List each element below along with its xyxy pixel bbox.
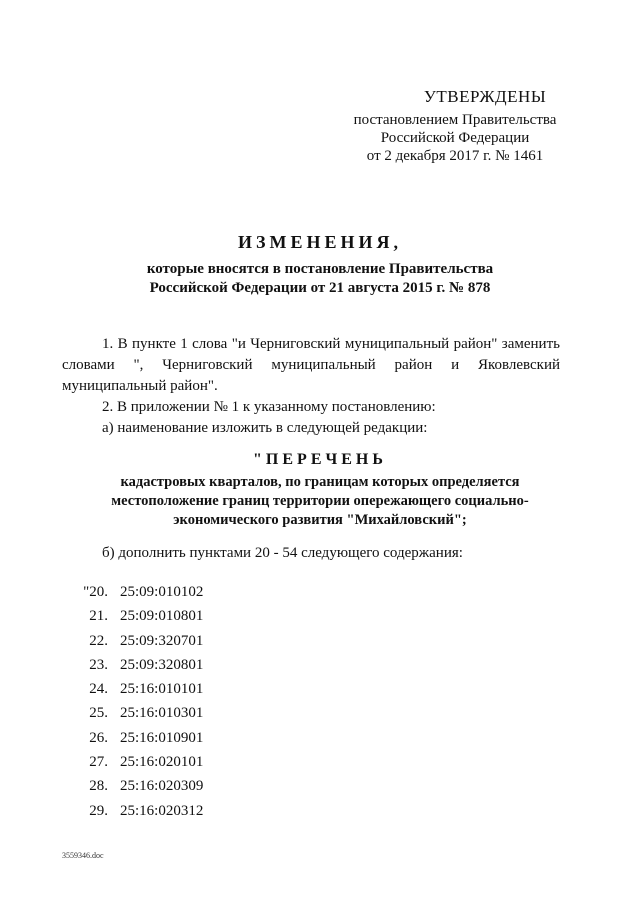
paragraph-1: 1. В пункте 1 слова "и Черниговский муниципальный район" заменить словами ", Черниговский муниципальный район и Яковлевский муниципальный район". [62, 336, 560, 394]
document-heading: ИЗМЕНЕНИЯ, [237, 232, 402, 252]
item-number: 25. [89, 705, 108, 722]
list-item [62, 631, 203, 655]
cadastral-code: 25:09:320701 [120, 632, 204, 649]
list-item [62, 752, 203, 776]
add-points-paragraph: б) дополнить пунктами 20 - 54 следующего содержания: [102, 545, 463, 561]
item-number: 23. [89, 656, 108, 673]
approval-title: УТВЕРЖДЕНЫ [423, 87, 547, 106]
cadastral-code: 25:16:020312 [120, 802, 204, 819]
item-number: "20. [83, 584, 108, 600]
list-item [62, 582, 203, 606]
list-subtitle [0, 473, 640, 530]
item-number: 22. [89, 632, 108, 649]
cadastral-code: 25:16:010101 [120, 681, 204, 698]
list-heading: "ПЕРЕЧЕНЬ [253, 451, 387, 468]
list-item [62, 776, 203, 800]
document-subtitle-line-1: которые вносятся в постановление Правительства [146, 261, 494, 277]
cadastral-code: 25:16:020309 [120, 778, 204, 795]
list-subtitle-line-3: экономического развития "Михайловский"; [173, 512, 467, 528]
item-number: 26. [89, 729, 108, 746]
list-item [62, 801, 203, 825]
paragraph-3: а) наименование изложить в следующей редакции: [102, 420, 428, 436]
approval-line-1: постановлением Правительства [353, 112, 557, 128]
cadastral-code: 25:16:010901 [120, 729, 204, 746]
cadastral-code: 25:16:010301 [120, 705, 204, 722]
list-item [62, 703, 203, 727]
cadastral-code: 25:09:320801 [120, 656, 204, 673]
list-item [62, 728, 203, 752]
approval-line-3: от 2 декабря 2017 г. № 1461 [366, 148, 544, 164]
cadastral-code: 25:09:010801 [120, 608, 204, 625]
item-number: 24. [89, 681, 108, 698]
item-number: 27. [89, 754, 108, 771]
list-item [62, 606, 203, 630]
cadastral-code: 25:09:010102 [120, 584, 204, 600]
body-paragraphs [62, 334, 560, 439]
list-item [62, 655, 203, 679]
list-item [62, 679, 203, 703]
document-subtitle-line-2: Российской Федерации от 21 августа 2015 г. № 878 [149, 280, 491, 296]
paragraph-2: 2. В приложении № 1 к указанному постановлению: [102, 399, 436, 415]
list-subtitle-line-2: местоположение границ территории опережающего социально- [111, 493, 529, 509]
approval-block [310, 86, 600, 165]
cadastral-code-list [62, 582, 203, 825]
cadastral-code: 25:16:020101 [120, 754, 204, 771]
item-number: 21. [89, 608, 108, 625]
footer-file-name: 3559346.doc [62, 851, 104, 860]
item-number: 29. [89, 802, 108, 819]
list-subtitle-line-1: кадастровых кварталов, по границам которых определяется [120, 474, 520, 490]
item-number: 28. [89, 778, 108, 795]
document-subtitle [0, 260, 640, 298]
approval-line-2: Российской Федерации [380, 130, 530, 146]
